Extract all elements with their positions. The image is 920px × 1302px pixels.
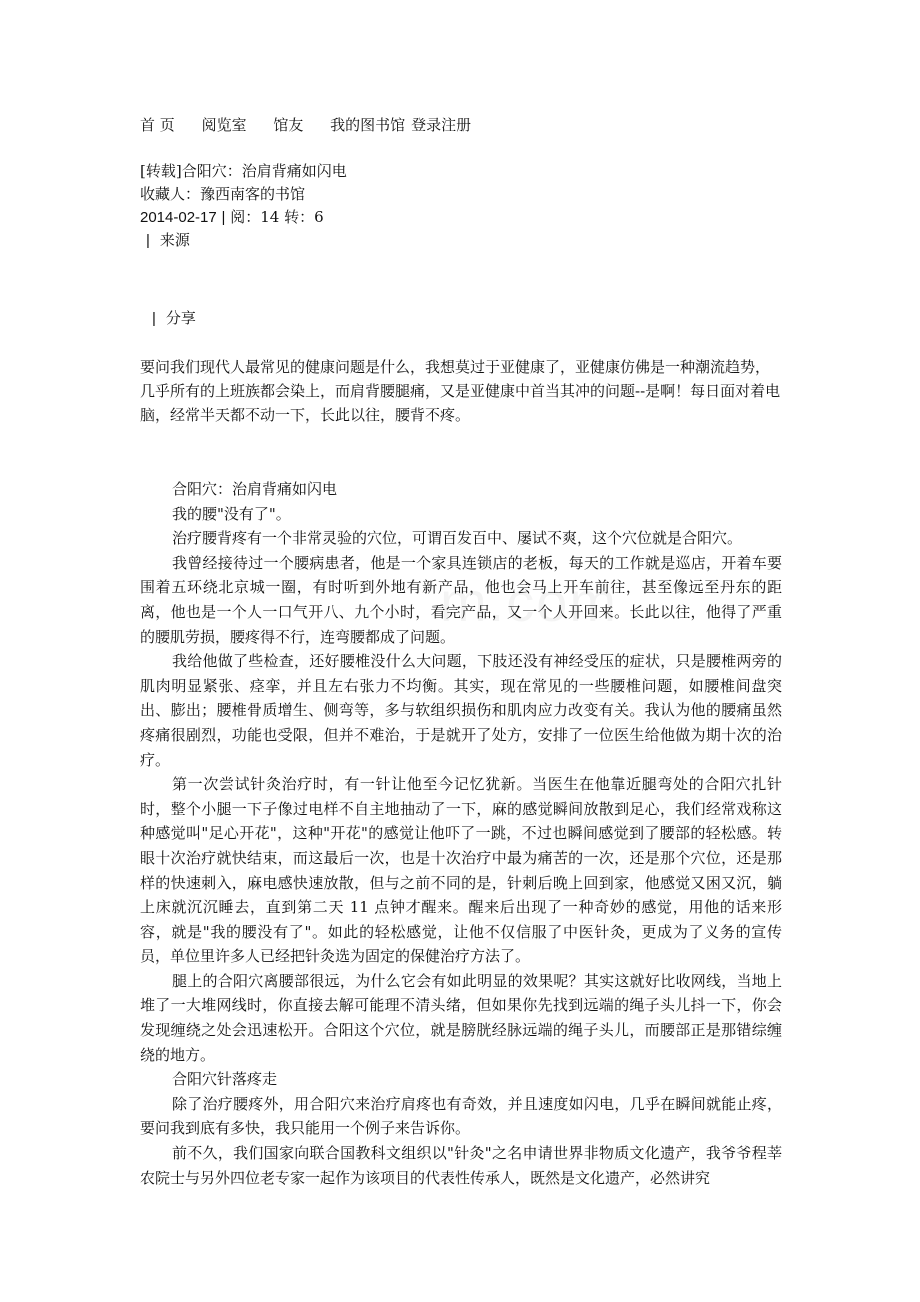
intro-paragraph: 要问我们现代人最常见的健康问题是什么，我想莫过于亚健康了，亚健康仿佛是一种潮流趋势，几乎所有的上班族都会染上，而肩背腰腿痛，又是亚健康中首当其冲的问题--是啊！每日面对着电脑，经常半天都不动一下，长此以往，腰背不疼。 (140, 358, 781, 424)
paragraph: 第一次尝试针灸治疗时，有一针让他至今记忆犹新。当医生在他靠近腿弯处的合阳穴扎针时，整个小腿一下子像过电样不自主地抽动了一下，麻的感觉瞬间放散到足心，我们经常戏称这种感觉叫"足心开花"，这种"开花"的感觉让他吓了一跳，不过也瞬间感觉到了腰部的轻松感。转眼十次治疗就快结束，而这最后一次，也是十次治疗中最为痛苦的一次，还是那个穴位，还是那样的快速刺入，麻电感快速放散，但与之前不同的是，针刺后晚上回到家，他感觉又困又沉，躺上床就沉沉睡去，直到第二天 11 点钟才醒来。醒来后出现了一种奇妙的感觉，用他的话来形容，就是"我的腰没有了"。如此的轻松感觉，让他不仅信服了中医针灸，更成为了义务的宣传员，单位里许多人已经把针灸选为固定的保健治疗方法了。 (140, 775, 782, 966)
paragraph: 我曾经接待过一个腰病患者，他是一个家具连锁店的老板，每天的工作就是巡店，开着车要围着五环绕北京城一圈，有时听到外地有新产品，他也会马上开车前往，甚至像远至丹东的距离，他也是一个人一口气开八、九个小时，看完产品，又一个人开回来。长此以往，他得了严重的腰肌劳损，腰疼得不行，连弯腰都成了问题。 (140, 553, 782, 646)
stats-line (140, 206, 347, 229)
nav-login-register-link[interactable]: 登录注册 (411, 116, 472, 134)
share-separator: | (152, 310, 156, 327)
nav-home-link[interactable]: 首 页 (140, 116, 175, 134)
source-link[interactable]: 来源 (159, 231, 190, 249)
article-title: [转载]合阳穴：治肩背痛如闪电 (140, 162, 347, 180)
share-count: 转：6 (284, 208, 324, 226)
paragraph: 腿上的合阳穴离腰部很远，为什么它会有如此明显的效果呢？其实这就好比收网线，当地上堆了一大堆网线时，你直接去解可能理不清头绪，但如果你先找到远端的绳子头儿抖一下，你会发现缠绕之处会迅速松开。合阳这个穴位，就是膀胱经脉远端的绳子头儿，而腰部正是那错综缠绕的地方。 (140, 971, 782, 1064)
source-line (140, 229, 347, 252)
article-meta (140, 160, 347, 252)
paragraph: 除了治疗腰疼外，用合阳穴来治疗肩疼也有奇效，并且速度如闪电，几乎在瞬间就能止疼，要问我到底有多快，我只能用一个例子来告诉你。 (140, 1094, 782, 1138)
stats-separator: | (221, 209, 226, 226)
nav-my-library-link[interactable]: 我的图书馆 (330, 116, 406, 134)
paragraph: 我给他做了些检查，还好腰椎没什么大问题，下肢还没有神经受压的症状，只是腰椎两旁的肌肉明显紧张、痉挛，并且左右张力不均衡。其实，现在常见的一些腰椎问题，如腰椎间盘突出、膨出；腰椎骨质增生、侧弯等，多与软组织损伤和肌肉应力改变有关。我认为他的腰痛虽然疼痛很剧烈，功能也受限，但并不难治，于是就开了处方，安排了一位医生给他做为期十次的治疗。 (140, 652, 782, 769)
post-date: 2014-02-17 (140, 209, 217, 226)
read-count: 阅：14 (230, 208, 280, 226)
paragraph: 治疗腰背疼有一个非常灵验的穴位，可谓百发百中、屡试不爽，这个穴位就是合阳穴。 (172, 529, 743, 548)
share-line (146, 306, 196, 331)
nav-reading-room-link[interactable]: 阅览室 (201, 116, 247, 134)
section-heading: 合阳穴针落疼走 (172, 1070, 278, 1089)
article-body (140, 477, 782, 1190)
top-nav (140, 113, 471, 137)
nav-friends-link[interactable]: 馆友 (273, 116, 304, 134)
paragraph: 前不久，我们国家向联合国教科文组织以"针灸"之名申请世界非物质文化遗产，我爷爷程莘农院士与另外四位老专家一起作为该项目的代表性传承人，既然是文化遗产，必然讲究 (140, 1144, 782, 1187)
section-heading: 合阳穴：治肩背痛如闪电 (172, 480, 338, 498)
paragraph: 我的腰"没有了"。 (172, 504, 291, 523)
collector-info: 收藏人：豫西南客的书馆 (140, 185, 306, 203)
source-separator: | (146, 232, 150, 249)
share-button[interactable]: 分享 (165, 309, 196, 327)
